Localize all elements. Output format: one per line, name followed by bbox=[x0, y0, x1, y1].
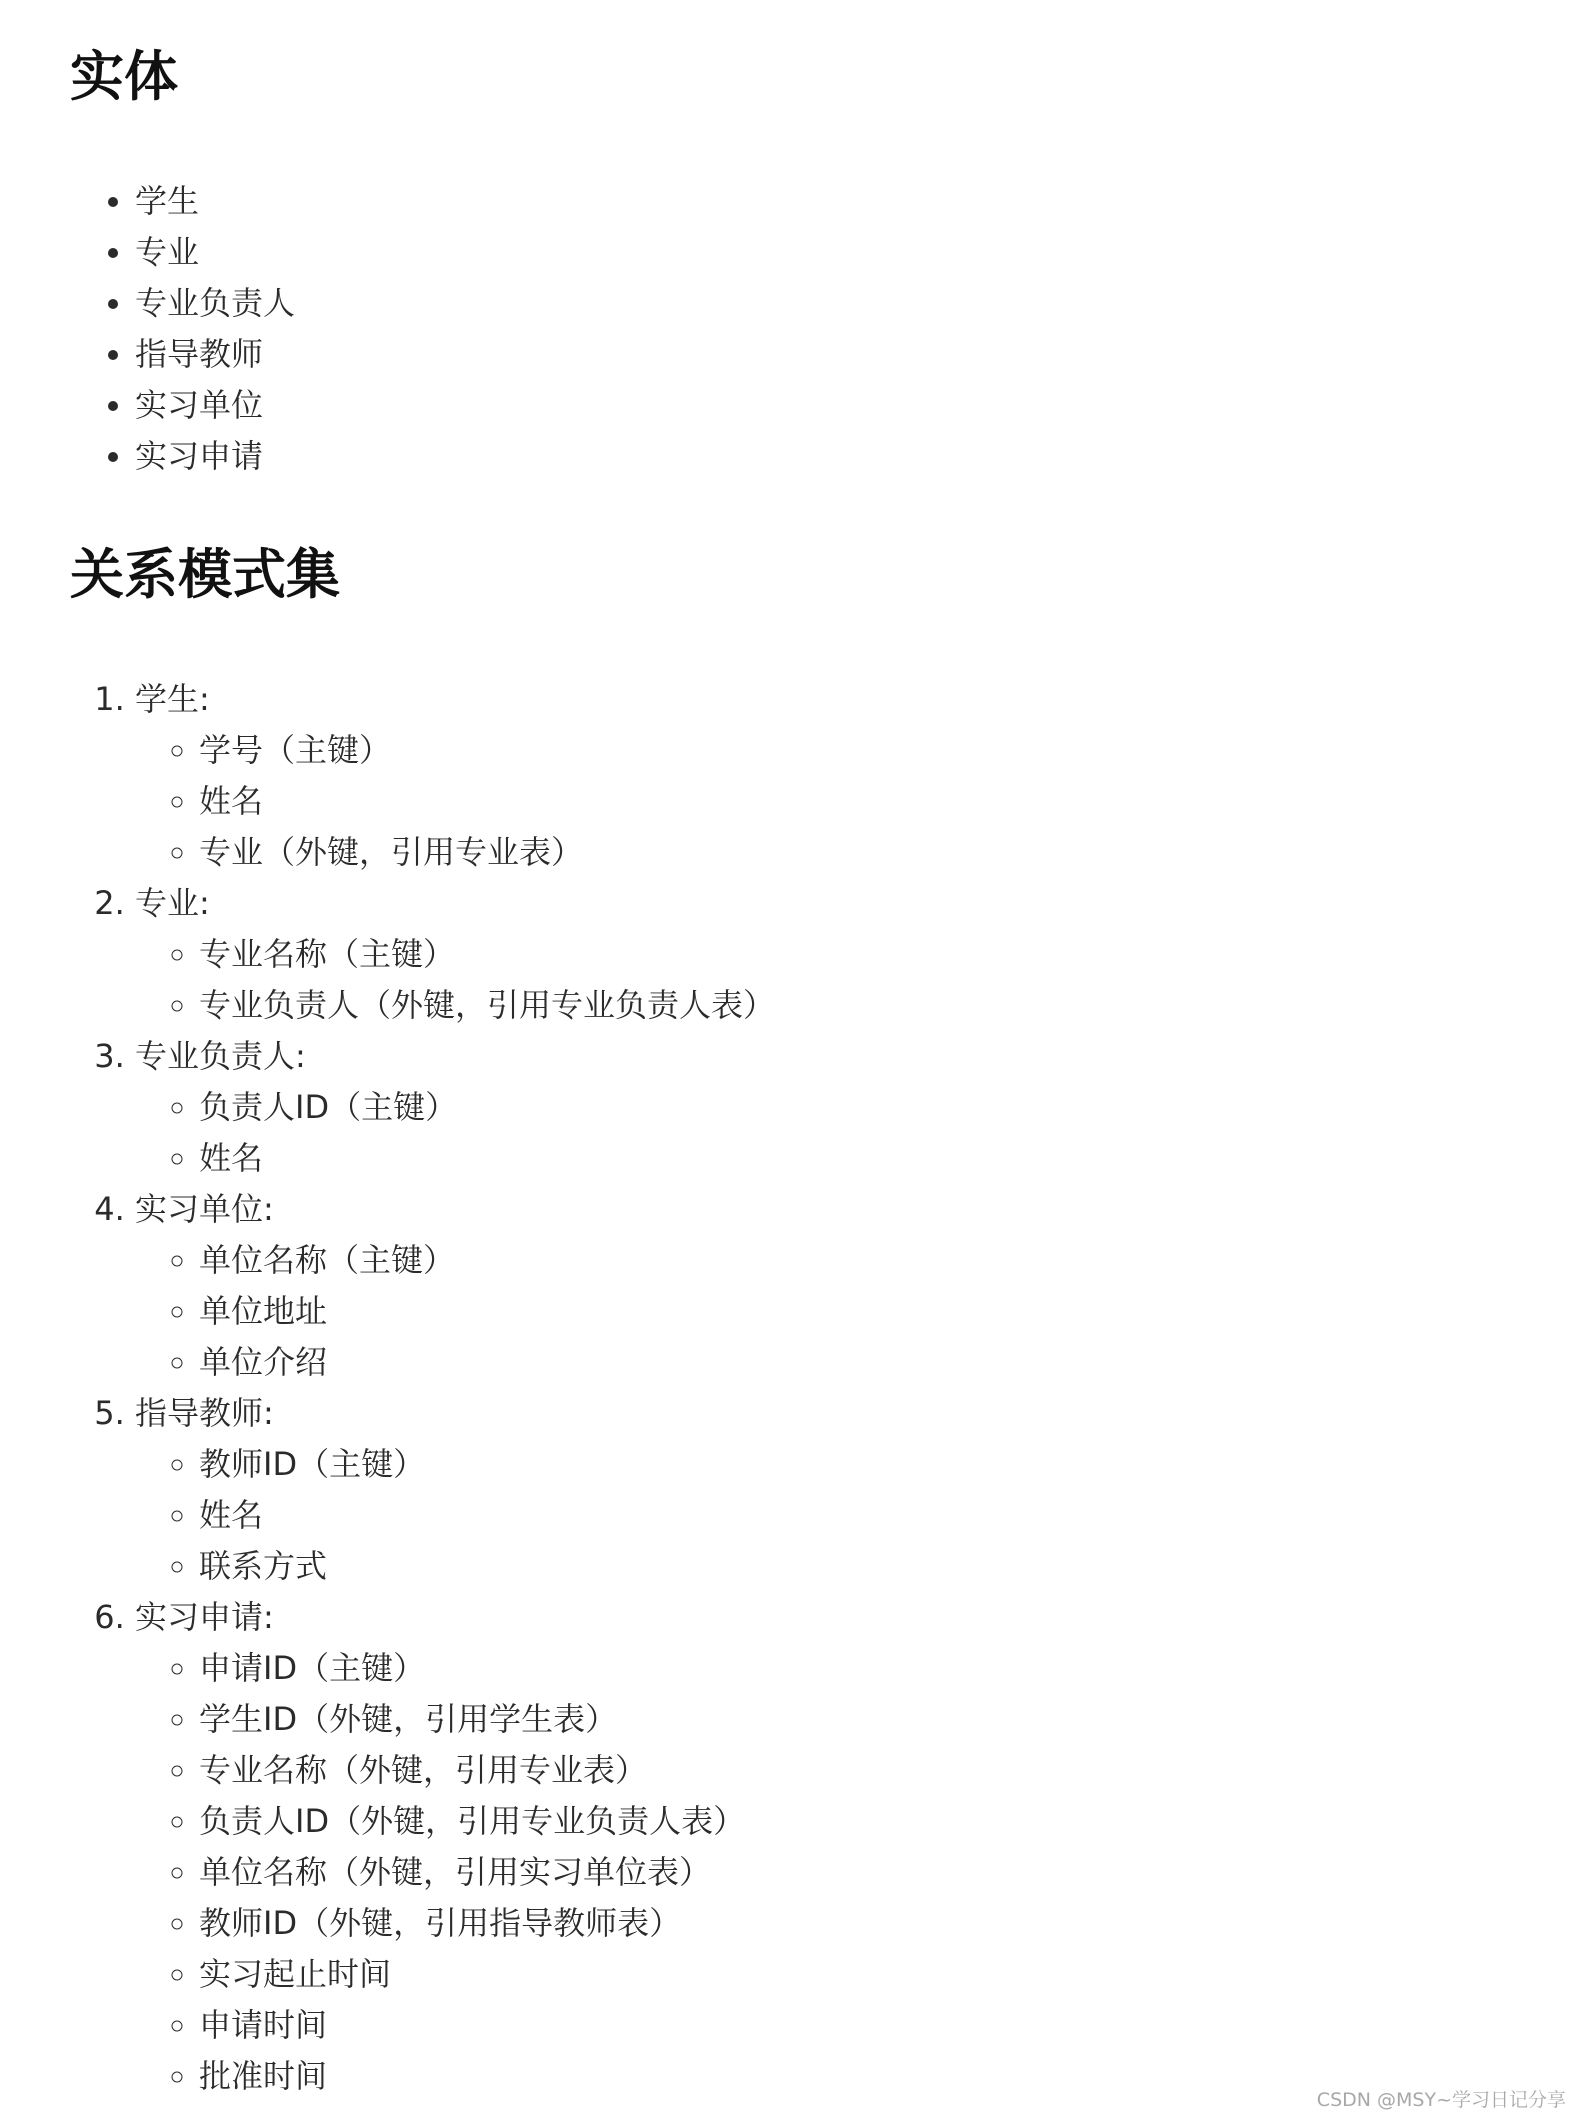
attribute-item: ◦ 姓名 bbox=[199, 776, 1538, 827]
attribute-list bbox=[135, 725, 1538, 878]
attribute-item: ◦ 学号（主键） bbox=[199, 725, 1538, 776]
relation-title: 指导教师: bbox=[135, 1394, 274, 1432]
attribute-list bbox=[135, 929, 1538, 1031]
entity-item: • 实习申请 bbox=[135, 431, 1538, 482]
relation-title: 实习单位: bbox=[135, 1190, 274, 1228]
relation-item-student bbox=[135, 674, 1538, 878]
attribute-item: ◦ 教师ID（主键） bbox=[199, 1439, 1538, 1490]
entity-item: • 指导教师 bbox=[135, 329, 1538, 380]
attribute-item: ◦ 专业负责人（外键，引用专业负责人表） bbox=[199, 980, 1538, 1031]
relation-item-internship-unit bbox=[135, 1184, 1538, 1388]
attribute-item: ◦ 单位名称（主键） bbox=[199, 1235, 1538, 1286]
relation-title: 学生: bbox=[135, 680, 210, 718]
relation-title: 专业: bbox=[135, 884, 210, 922]
attribute-item: ◦ 单位介绍 bbox=[199, 1337, 1538, 1388]
attribute-item: ◦ 专业（外键，引用专业表） bbox=[199, 827, 1538, 878]
relation-item-advisor bbox=[135, 1388, 1538, 1592]
relation-list bbox=[70, 674, 1538, 2102]
entity-list bbox=[70, 176, 1538, 482]
entity-item: • 学生 bbox=[135, 176, 1538, 227]
attribute-item: ◦ 专业名称（外键，引用专业表） bbox=[199, 1745, 1538, 1796]
relation-item-major-head bbox=[135, 1031, 1538, 1184]
attribute-item: ◦ 教师ID（外键，引用指导教师表） bbox=[199, 1898, 1538, 1949]
entity-item: • 专业 bbox=[135, 227, 1538, 278]
attribute-list bbox=[135, 1643, 1538, 2102]
entity-item: • 实习单位 bbox=[135, 380, 1538, 431]
attribute-item: ◦ 申请时间 bbox=[199, 2000, 1538, 2051]
attribute-list bbox=[135, 1439, 1538, 1592]
relation-item-application bbox=[135, 1592, 1538, 2102]
attribute-item: ◦ 学生ID（外键，引用学生表） bbox=[199, 1694, 1538, 1745]
relation-title: 专业负责人: bbox=[135, 1037, 306, 1075]
attribute-list bbox=[135, 1235, 1538, 1388]
attribute-item: ◦ 姓名 bbox=[199, 1133, 1538, 1184]
attribute-item: ◦ 负责人ID（外键，引用专业负责人表） bbox=[199, 1796, 1538, 1847]
relation-title: 实习申请: bbox=[135, 1598, 274, 1636]
entity-item: • 专业负责人 bbox=[135, 278, 1538, 329]
attribute-list bbox=[135, 1082, 1538, 1184]
attribute-item: ◦ 单位地址 bbox=[199, 1286, 1538, 1337]
attribute-item: ◦ 批准时间 bbox=[199, 2051, 1538, 2102]
attribute-item: ◦ 姓名 bbox=[199, 1490, 1538, 1541]
attribute-item: ◦ 实习起止时间 bbox=[199, 1949, 1538, 2000]
watermark: CSDN @MSY~学习日记分享 bbox=[1316, 2089, 1566, 2111]
attribute-item: ◦ 单位名称（外键，引用实习单位表） bbox=[199, 1847, 1538, 1898]
attribute-item: ◦ 负责人ID（主键） bbox=[199, 1082, 1538, 1133]
relation-item-major bbox=[135, 878, 1538, 1031]
heading-entities: 实体 bbox=[70, 45, 178, 108]
document-body bbox=[70, 36, 1538, 2102]
heading-relations: 关系模式集 bbox=[70, 543, 340, 606]
attribute-item: ◦ 专业名称（主键） bbox=[199, 929, 1538, 980]
attribute-item: ◦ 申请ID（主键） bbox=[199, 1643, 1538, 1694]
attribute-item: ◦ 联系方式 bbox=[199, 1541, 1538, 1592]
